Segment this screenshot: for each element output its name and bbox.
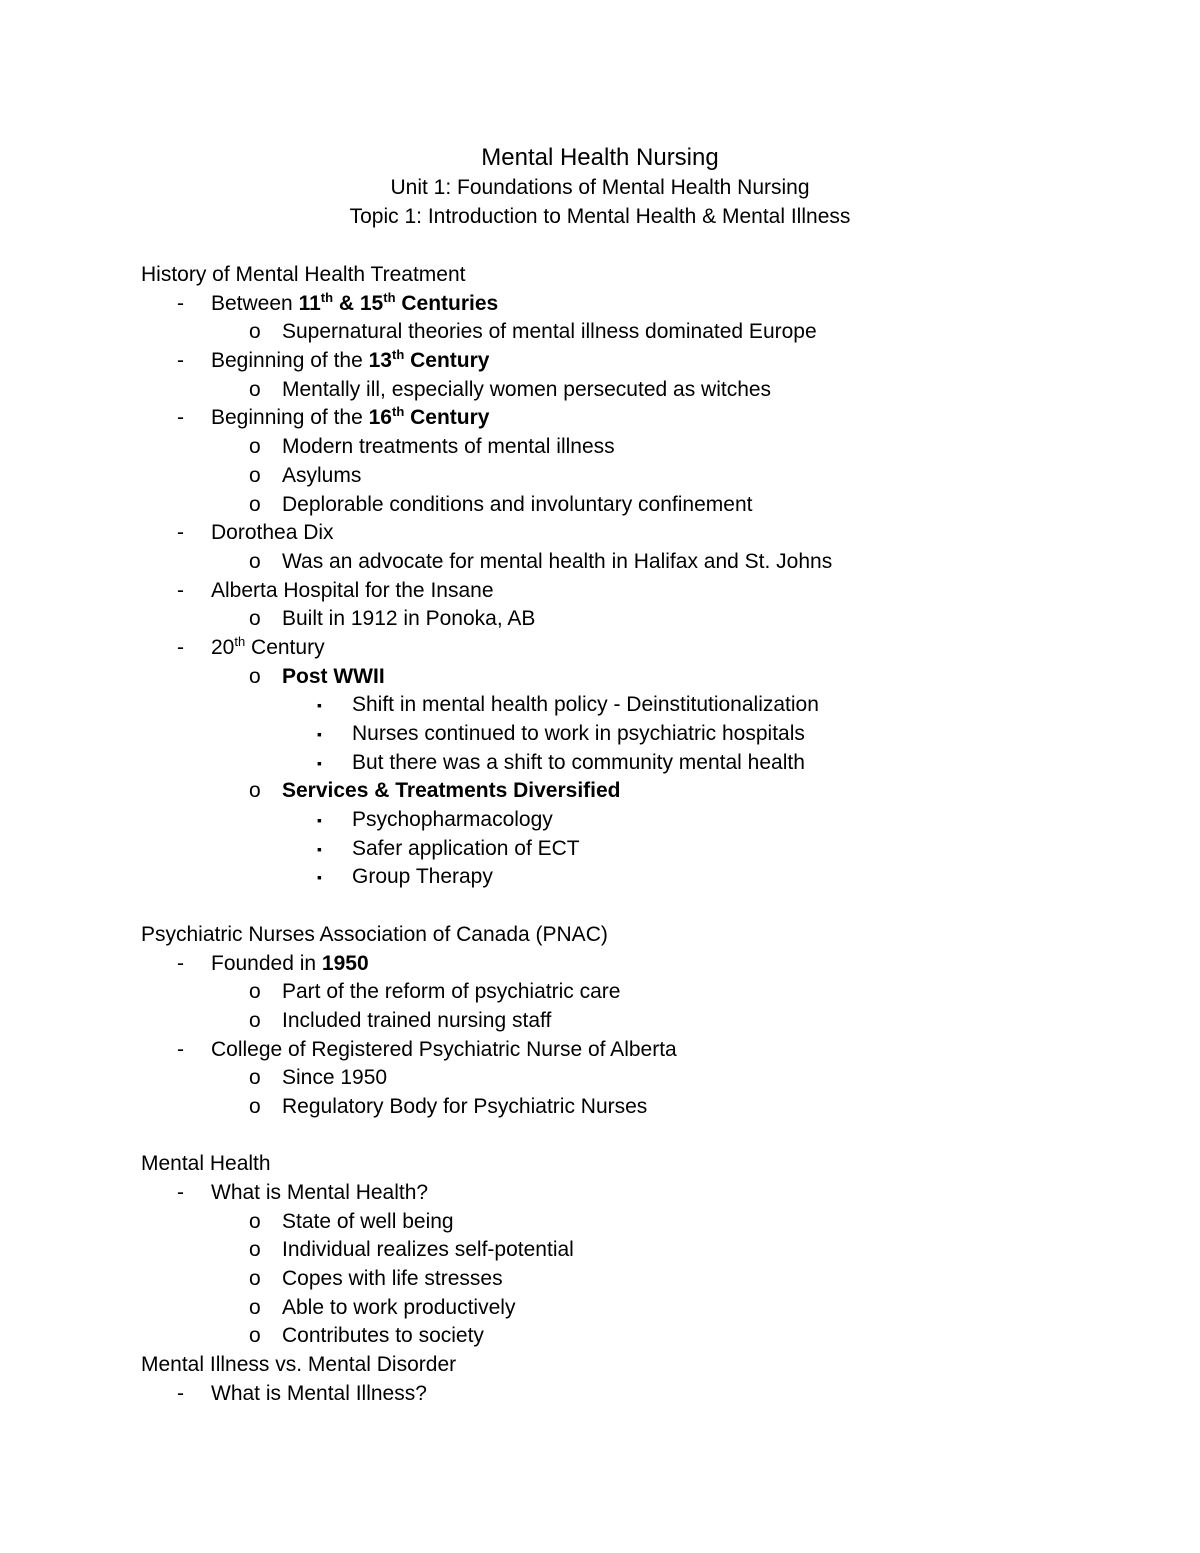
circle-bullet: o (249, 1238, 261, 1262)
circle-bullet: o (249, 463, 261, 487)
square-bullet: ▪ (317, 726, 322, 742)
list-item: ▪ Shift in mental health policy - Deinstitutionalization (141, 691, 1160, 720)
circle-bullet: o (249, 1295, 261, 1319)
list-item: - What is Mental Illness? (141, 1380, 1160, 1409)
dash-bullet: - (177, 349, 184, 373)
document-header (0, 142, 1200, 231)
list-item: o Asylums (141, 462, 1160, 491)
list-item: o Regulatory Body for Psychiatric Nurses (141, 1093, 1160, 1122)
circle-bullet: o (249, 1209, 261, 1233)
list-item: o Part of the reform of psychiatric care (141, 978, 1160, 1007)
square-bullet: ▪ (317, 869, 322, 886)
unit-title: Unit 1: Foundations of Mental Health Nursing (390, 176, 810, 199)
square-bullet: ▪ (317, 840, 322, 857)
section-heading-mental-health: Mental Health (141, 1152, 271, 1176)
list-item: o Modern treatments of mental illness (141, 433, 1160, 462)
circle-bullet: o (249, 980, 261, 1004)
dash-bullet: - (177, 951, 184, 975)
list-item: - Dorothea Dix (141, 519, 1160, 548)
list-item: o Supernatural theories of mental illness dominated Europe (141, 318, 1160, 347)
dash-bullet: - (177, 635, 184, 659)
list-item: o Deplorable conditions and involuntary confinement (141, 491, 1160, 520)
list-item: ▪ Psychopharmacology (141, 806, 1160, 835)
list-item: o State of well being (141, 1208, 1160, 1237)
dash-bullet: - (177, 578, 184, 602)
list-item: o Individual realizes self-potential (141, 1236, 1160, 1265)
dash-bullet: - (177, 406, 184, 430)
list-item: o Built in 1912 in Ponoka, AB (141, 605, 1160, 634)
circle-bullet: o (249, 1267, 261, 1291)
list-item: - What is Mental Health? (141, 1179, 1160, 1208)
topic-title: Topic 1: Introduction to Mental Health & Mental Illness (349, 204, 851, 228)
document-body (141, 261, 1160, 1409)
circle-bullet: o (249, 549, 261, 573)
circle-bullet: o (249, 607, 261, 631)
list-item: o Mentally ill, especially women persecuted as witches (141, 376, 1160, 405)
circle-bullet: o (249, 1094, 261, 1118)
list-item: - Alberta Hospital for the Insane (141, 577, 1160, 606)
spacer (141, 1122, 1160, 1151)
square-bullet: ▪ (317, 812, 322, 829)
list-item: - Beginning of the 16th Century (141, 404, 1160, 433)
circle-bullet: o (249, 1008, 261, 1032)
circle-bullet: o (249, 492, 261, 516)
dash-bullet: - (177, 1381, 184, 1405)
list-item: - College of Registered Psychiatric Nurse of Alberta (141, 1036, 1160, 1065)
document-title: Mental Health Nursing (481, 144, 719, 171)
list-item: o Since 1950 (141, 1064, 1160, 1093)
circle-bullet: o (249, 1324, 261, 1348)
list-item: ▪ Nurses continued to work in psychiatric hospitals (141, 720, 1160, 749)
list-item: o Able to work productively (141, 1294, 1160, 1323)
section-heading-history: History of Mental Health Treatment (141, 263, 466, 286)
list-item: ▪ But there was a shift to community mental health (141, 749, 1160, 778)
list-item: o Was an advocate for mental health in Halifax and St. Johns (141, 548, 1160, 577)
list-item: o Copes with life stresses (141, 1265, 1160, 1294)
list-item: o Post WWII (141, 663, 1160, 692)
section-heading-mental-illness: Mental Illness vs. Mental Disorder (141, 1353, 457, 1377)
dash-bullet: - (177, 291, 184, 315)
list-item: o Contributes to society (141, 1322, 1160, 1351)
square-bullet: ▪ (317, 697, 322, 714)
list-item: o Included trained nursing staff (141, 1007, 1160, 1036)
list-item: ▪ Group Therapy (141, 863, 1160, 892)
dash-bullet: - (177, 1181, 184, 1204)
list-item: - Beginning of the 13th Century (141, 347, 1160, 376)
circle-bullet: o (249, 435, 261, 459)
circle-bullet: o (249, 1066, 261, 1090)
list-item: ▪ Safer application of ECT (141, 835, 1160, 864)
square-bullet: ▪ (317, 754, 322, 771)
dash-bullet: - (177, 1037, 184, 1061)
section-heading-pnac: Psychiatric Nurses Association of Canada (PNAC) (141, 922, 608, 946)
circle-bullet: o (249, 779, 261, 803)
list-item: - Founded in 1950 (141, 950, 1160, 979)
circle-bullet: o (249, 664, 261, 688)
dash-bullet: - (177, 521, 184, 545)
circle-bullet: o (249, 320, 261, 344)
circle-bullet: o (249, 377, 261, 401)
list-item: - Between 11th & 15th Centuries (141, 290, 1160, 319)
list-item: - 20th Century (141, 634, 1160, 663)
spacer (141, 892, 1160, 921)
list-item: o Services & Treatments Diversified (141, 777, 1160, 806)
